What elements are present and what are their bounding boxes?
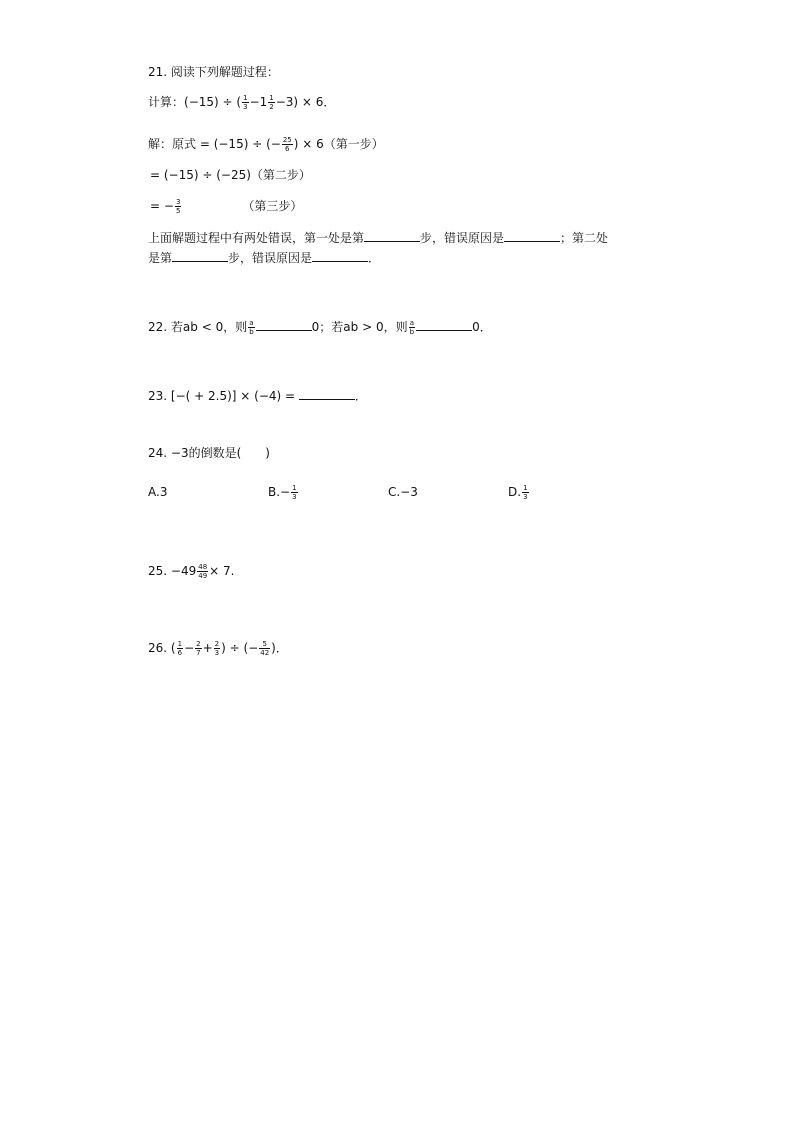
fraction: $\frac{a}{b}$	[249, 319, 254, 336]
q24-option-a[interactable]	[148, 484, 167, 500]
q21-paragraph-line2	[148, 249, 380, 266]
q21-step2-line	[150, 167, 311, 183]
q21-sol-part: ) × 6（第一步）	[293, 137, 384, 151]
answer-blank[interactable]	[416, 318, 472, 331]
fraction: $\frac{2}{7}$	[196, 640, 201, 657]
q21-step3-line	[150, 198, 302, 215]
q23-expression: [−( + 2.5)] × (−4) =	[170, 389, 296, 403]
fraction: $\frac{1}{3}$	[523, 484, 528, 501]
q22-text: 0；若ab > 0，则	[311, 320, 408, 334]
answer-blank[interactable]	[256, 318, 312, 331]
q21-step3-label: （第三步）	[242, 199, 303, 213]
q26-line	[148, 640, 288, 657]
fraction: $\frac{1}{2}$	[269, 94, 274, 111]
option-a-text: A.3	[148, 485, 168, 499]
q21-title-line	[148, 64, 279, 80]
q21-sol-label: 解：原式	[148, 137, 197, 151]
fraction: $\frac{5}{42}$	[260, 640, 270, 657]
q22-number: 22.	[148, 320, 168, 334]
q21-calc-label: 计算：	[148, 95, 185, 109]
q21-calc-part: −1	[249, 95, 268, 109]
q22-line	[148, 318, 492, 336]
q25-number: 25.	[148, 564, 168, 578]
q21-solution-line	[148, 136, 384, 153]
fraction: $\frac{1}{3}$	[292, 484, 297, 501]
fraction: $\frac{2}{3}$	[214, 640, 220, 657]
q21-text: 上面解题过程中有两处错误，第一处是第	[148, 231, 365, 245]
answer-blank[interactable]	[504, 229, 560, 242]
answer-blank[interactable]	[364, 229, 420, 242]
q23-text: ．	[354, 389, 367, 403]
answer-blank[interactable]	[299, 387, 355, 400]
answer-blank[interactable]	[172, 249, 228, 262]
option-d-label: D.	[508, 485, 522, 499]
q26-text: ) ÷ (−	[221, 641, 259, 655]
q26-text: (	[170, 641, 176, 655]
q21-text: 是第	[148, 251, 173, 265]
q21-text: 步，错误原因是	[228, 251, 313, 265]
q25-line	[148, 563, 235, 580]
q24-stem: −3的倒数是( )	[170, 446, 270, 460]
q21-text: 步，错误原因是	[420, 231, 505, 245]
q21-step2: = (−15) ÷ (−25)（第二步）	[150, 168, 311, 182]
q21-text: ；第二处	[560, 231, 609, 245]
q26-text: −	[184, 641, 195, 655]
q24-option-d[interactable]	[508, 484, 530, 501]
fraction: $\frac{1}{3}$	[243, 94, 248, 111]
q21-paragraph-line1	[148, 229, 608, 246]
q25-text: −49	[170, 564, 197, 578]
fraction: $\frac{1}{6}$	[177, 640, 183, 657]
q26-text: +	[202, 641, 213, 655]
q21-step3-part: = −	[150, 199, 174, 213]
q21-title: 阅读下列解题过程：	[170, 65, 279, 79]
q21-calc-line	[148, 94, 335, 111]
fraction: $\frac{48}{49}$	[198, 563, 208, 580]
q24-option-b[interactable]	[268, 484, 299, 501]
q26-number: 26.	[148, 641, 168, 655]
q24-option-c[interactable]	[388, 484, 418, 500]
q23-line	[148, 387, 367, 404]
q21-number: 21.	[148, 65, 168, 79]
q24-number: 24.	[148, 446, 168, 460]
q25-text: × 7.	[209, 564, 235, 578]
q22-text: 0．	[472, 320, 492, 334]
q21-text: ．	[368, 251, 381, 265]
fraction: $\frac{25}{6}$	[282, 136, 292, 153]
q21-calc-part: (−15) ÷ (	[184, 95, 242, 109]
fraction: $\frac{3}{5}$	[175, 198, 181, 215]
q22-text: 若ab < 0，则	[170, 320, 248, 334]
q21-sol-part: = (−15) ÷ (−	[196, 137, 281, 151]
q24-line	[148, 445, 270, 461]
q26-text: )．	[271, 641, 288, 655]
q21-calc-part: −3) × 6．	[275, 95, 336, 109]
q23-number: 23.	[148, 389, 168, 403]
fraction: $\frac{a}{b}$	[409, 319, 415, 336]
option-c-text: C.−3	[388, 485, 418, 499]
option-b-label: B.−	[268, 485, 291, 499]
answer-blank[interactable]	[312, 249, 368, 262]
